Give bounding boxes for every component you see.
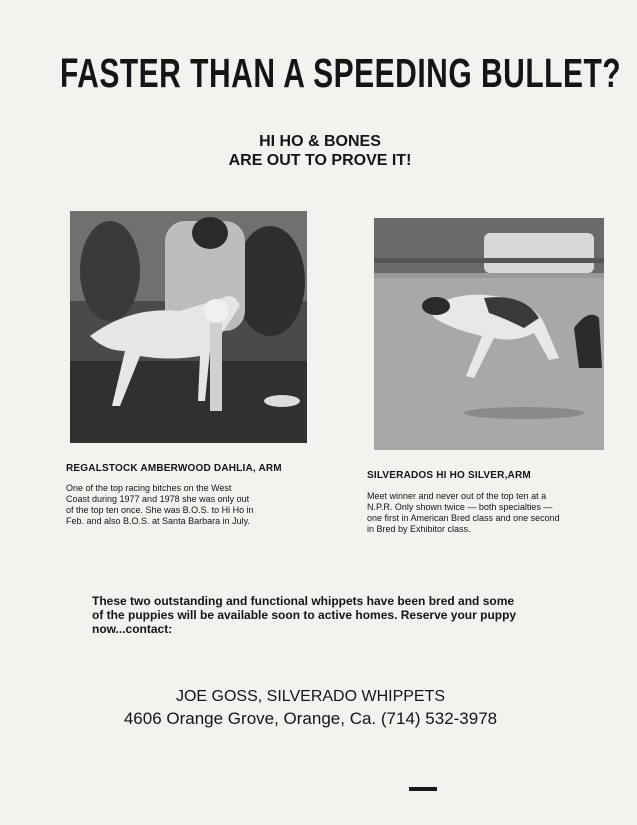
subheadline-line-1: HI HO & BONES xyxy=(259,133,381,150)
page-dash-mark xyxy=(409,787,437,791)
caption-line: One of the top racing bitches on the West xyxy=(66,483,232,493)
caption-line: Feb. and also B.O.S. at Santa Barbara in July. xyxy=(66,516,250,526)
caption-line: N.P.R. Only shown twice — both specialties — xyxy=(367,502,553,512)
caption-line: Meet winner and never out of the top ten at a xyxy=(367,491,547,501)
photo-dahlia xyxy=(70,211,307,443)
photo-hi-ho-silver xyxy=(374,218,604,450)
caption-title-hi-ho-silver: SILVERADOS HI HO SILVER,ARM xyxy=(367,470,531,481)
headline: FASTER THAN A SPEEDING BULLET? xyxy=(60,52,622,97)
caption-text-dahlia xyxy=(66,483,254,527)
body-line: of the puppies will be available soon to active homes. Reserve your puppy xyxy=(92,608,517,622)
contact-address: 4606 Orange Grove, Orange, Ca. (714) 532-3978 xyxy=(123,709,498,728)
caption-line: Coast during 1977 and 1978 she was only out xyxy=(66,494,250,504)
dog-racing-photo xyxy=(374,218,604,450)
caption-line: of the top ten once. She was B.O.S. to Hi Ho in xyxy=(66,505,254,515)
contact-name: JOE GOSS, SILVERADO WHIPPETS xyxy=(175,688,446,705)
caption-title-dahlia: REGALSTOCK AMBERWOOD DAHLIA, ARM xyxy=(66,463,282,474)
body-line: now...contact: xyxy=(92,622,173,636)
caption-line: one first in American Bred class and one second xyxy=(367,513,560,523)
caption-text-hi-ho-silver xyxy=(367,491,560,535)
dog-show-photo xyxy=(70,211,307,443)
subheadline-line-2: ARE OUT TO PROVE IT! xyxy=(228,152,412,169)
body-line: These two outstanding and functional whippets have been bred and some xyxy=(92,594,515,608)
body-paragraph xyxy=(92,594,516,636)
caption-line: in Bred by Exhibitor class. xyxy=(367,524,471,534)
